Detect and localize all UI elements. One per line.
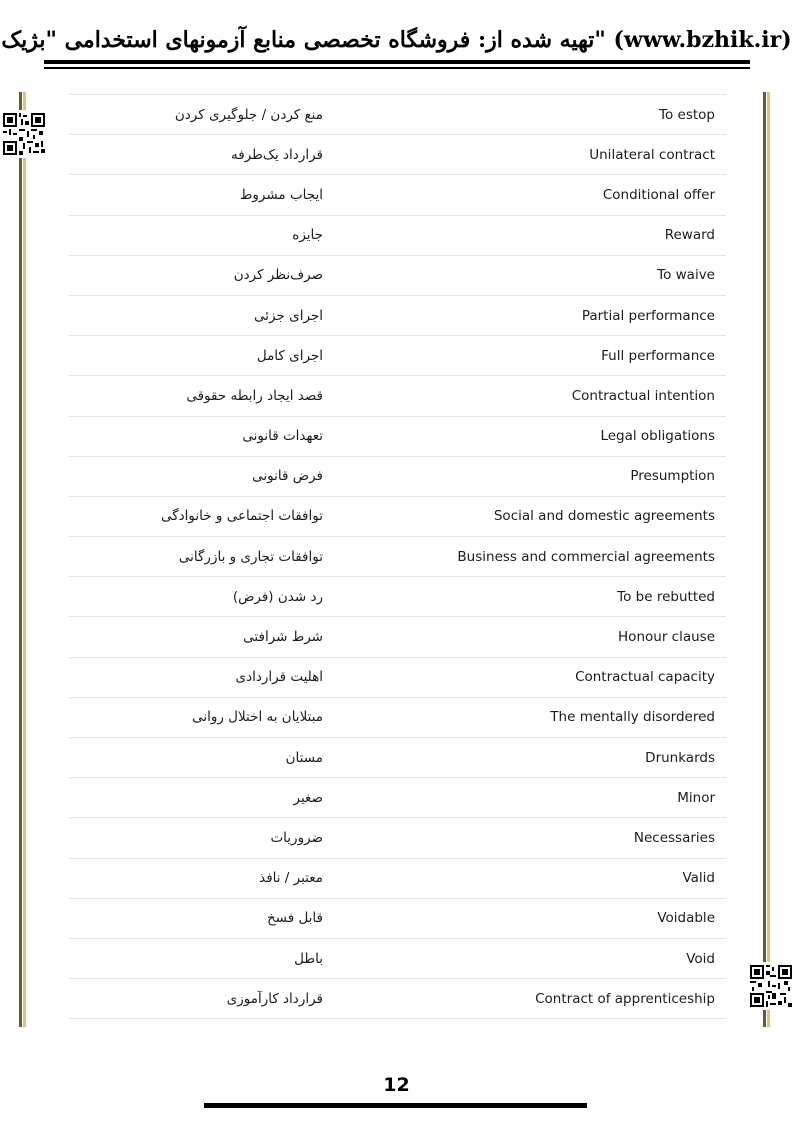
header-divider: [44, 60, 750, 64]
persian-term: توافقات تجاری و بازرگانی: [68, 537, 334, 577]
table-row: [68, 979, 726, 1019]
table-row: [68, 135, 726, 175]
table-row: [68, 577, 726, 617]
vocabulary-table: [68, 94, 726, 1019]
table-row: [68, 657, 726, 697]
english-term: Minor: [334, 778, 726, 818]
english-term: Social and domestic agreements: [334, 496, 726, 536]
table-row: [68, 416, 726, 456]
english-term: Partial performance: [334, 295, 726, 335]
persian-term: قرارداد یک‌طرفه: [68, 135, 334, 175]
table-row: [68, 778, 726, 818]
persian-term: ضروریات: [68, 818, 334, 858]
persian-term: اهلیت قراردادی: [68, 657, 334, 697]
table-row: [68, 697, 726, 737]
english-term: Void: [334, 938, 726, 978]
page-header-title: تهیه شده از: فروشگاه تخصصی منابع آزمونهای استخدامی "بژیک" (www.bzhik.ir): [1, 27, 792, 53]
persian-term: فرض قانونی: [68, 456, 334, 496]
qr-code-icon[interactable]: [0, 110, 48, 158]
table-row: [68, 858, 726, 898]
persian-term: معتبر / نافذ: [68, 858, 334, 898]
persian-term: صرف‌نظر کردن: [68, 255, 334, 295]
english-term: Necessaries: [334, 818, 726, 858]
english-term: Valid: [334, 858, 726, 898]
table-row: [68, 537, 726, 577]
persian-term: شرط شرافتی: [68, 617, 334, 657]
table-row: [68, 496, 726, 536]
table-row: [68, 295, 726, 335]
persian-term: قصد ایجاد رابطه حقوقی: [68, 376, 334, 416]
english-term: Contractual intention: [334, 376, 726, 416]
english-term: Drunkards: [334, 738, 726, 778]
persian-term: اجرای جزئی: [68, 295, 334, 335]
english-term: To be rebutted: [334, 577, 726, 617]
english-term: To waive: [334, 255, 726, 295]
table-row: [68, 938, 726, 978]
qr-code-icon[interactable]: [747, 962, 793, 1010]
persian-term: صغیر: [68, 778, 334, 818]
persian-term: رد شدن (فرض): [68, 577, 334, 617]
page-number: 12: [383, 1074, 410, 1096]
english-term: Contract of apprenticeship: [334, 979, 726, 1019]
english-term: Reward: [334, 215, 726, 255]
english-term: Business and commercial agreements: [334, 537, 726, 577]
right-page-border: [763, 92, 771, 1027]
persian-term: اجرای کامل: [68, 336, 334, 376]
persian-term: تعهدات قانونی: [68, 416, 334, 456]
table-row: [68, 336, 726, 376]
persian-term: قرارداد کارآموزی: [68, 979, 334, 1019]
footer-divider: [204, 1103, 587, 1108]
persian-term: توافقات اجتماعی و خانوادگی: [68, 496, 334, 536]
persian-term: جایزه: [68, 215, 334, 255]
table-row: [68, 898, 726, 938]
left-page-border: [19, 92, 27, 1027]
english-term: Full performance: [334, 336, 726, 376]
table-row: [68, 617, 726, 657]
persian-term: مستان: [68, 738, 334, 778]
persian-term: ایجاب مشروط: [68, 175, 334, 215]
persian-term: باطل: [68, 938, 334, 978]
header-divider-thin: [44, 67, 750, 69]
english-term: Legal obligations: [334, 416, 726, 456]
persian-term: مبتلایان به اختلال روانی: [68, 697, 334, 737]
english-term: To estop: [334, 95, 726, 135]
english-term: Voidable: [334, 898, 726, 938]
table-row: [68, 215, 726, 255]
english-term: Conditional offer: [334, 175, 726, 215]
table-row: [68, 255, 726, 295]
english-term: Presumption: [334, 456, 726, 496]
table-row: [68, 376, 726, 416]
persian-term: منع کردن / جلوگیری کردن: [68, 95, 334, 135]
table-row: [68, 95, 726, 135]
english-term: Contractual capacity: [334, 657, 726, 697]
english-term: Unilateral contract: [334, 135, 726, 175]
english-term: Honour clause: [334, 617, 726, 657]
table-row: [68, 738, 726, 778]
table-row: [68, 818, 726, 858]
table-row: [68, 456, 726, 496]
table-row: [68, 175, 726, 215]
english-term: The mentally disordered: [334, 697, 726, 737]
persian-term: قابل فسخ: [68, 898, 334, 938]
